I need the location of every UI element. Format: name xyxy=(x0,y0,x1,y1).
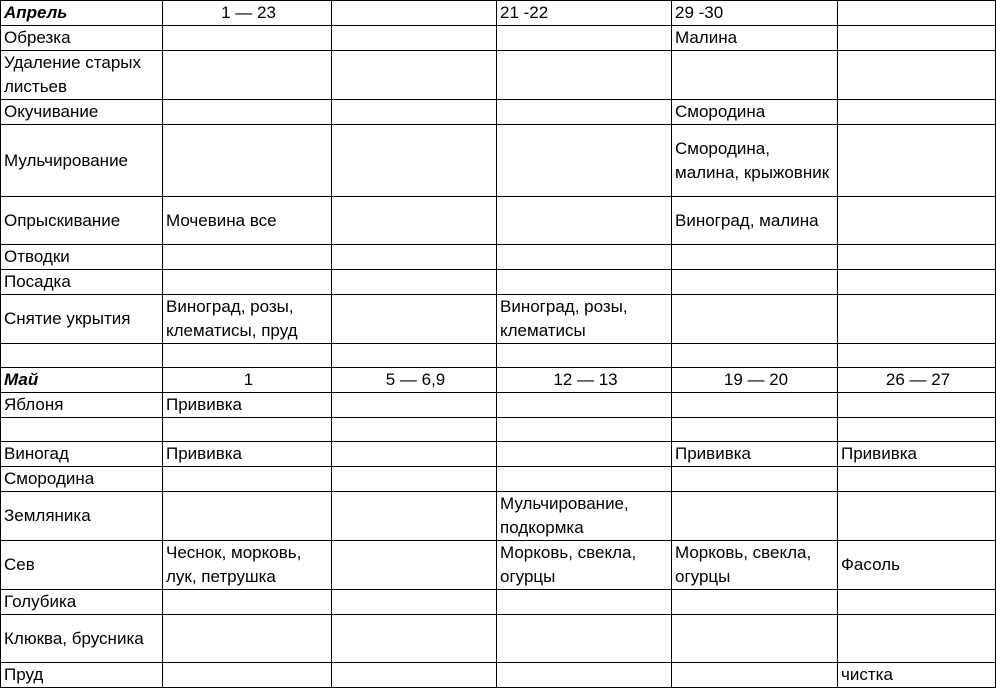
table-cell xyxy=(672,590,838,615)
may-date-2: 5 — 6,9 xyxy=(332,368,497,393)
table-cell xyxy=(497,393,672,418)
april-date-1: 1 — 23 xyxy=(163,1,332,26)
table-cell: Виноград, розы, клематисы xyxy=(497,295,672,344)
table-row xyxy=(1,26,996,51)
table-cell: Смородина xyxy=(672,100,838,125)
table-cell xyxy=(163,125,332,197)
table-cell xyxy=(838,615,996,663)
table-cell xyxy=(163,100,332,125)
row-label: Снятие укрытия xyxy=(1,295,163,344)
table-cell xyxy=(332,245,497,270)
row-label: Яблоня xyxy=(1,393,163,418)
may-date-5: 26 — 27 xyxy=(838,368,996,393)
table-row xyxy=(1,467,996,492)
table-cell xyxy=(497,197,672,245)
table-cell xyxy=(332,442,497,467)
table-cell xyxy=(332,393,497,418)
row-label: Виногад xyxy=(1,442,163,467)
table-cell xyxy=(332,100,497,125)
table-cell xyxy=(332,590,497,615)
table-cell xyxy=(497,442,672,467)
table-cell xyxy=(672,51,838,100)
april-header-row xyxy=(1,1,996,26)
empty-cell xyxy=(332,344,497,368)
table-row xyxy=(1,295,996,344)
table-cell xyxy=(497,418,672,442)
table-cell xyxy=(672,663,838,688)
table-cell xyxy=(332,26,497,51)
table-cell xyxy=(332,615,497,663)
table-cell xyxy=(838,418,996,442)
table-cell: Морковь, свекла, огурцы xyxy=(672,541,838,590)
row-label: Пруд xyxy=(1,663,163,688)
table-cell xyxy=(497,663,672,688)
table-cell xyxy=(838,270,996,295)
table-cell xyxy=(672,245,838,270)
table-cell xyxy=(332,541,497,590)
table-cell xyxy=(163,467,332,492)
table-cell: Смородина, малина, крыжовник xyxy=(672,125,838,197)
table-cell: Фасоль xyxy=(838,541,996,590)
table-row xyxy=(1,615,996,663)
table-cell: Прививка xyxy=(163,393,332,418)
table-cell xyxy=(838,51,996,100)
table-cell xyxy=(838,125,996,197)
table-row xyxy=(1,418,996,442)
may-header-row xyxy=(1,368,996,393)
table-cell xyxy=(497,51,672,100)
table-cell xyxy=(497,245,672,270)
table-cell xyxy=(497,100,672,125)
table-cell xyxy=(672,270,838,295)
table-cell xyxy=(838,100,996,125)
table-row xyxy=(1,51,996,100)
table-cell xyxy=(672,492,838,541)
table-row xyxy=(1,125,996,197)
table-row xyxy=(1,492,996,541)
row-label: Клюква, брусника xyxy=(1,615,163,663)
table-cell: Чеснок, морковь, лук, петрушка xyxy=(163,541,332,590)
table-row xyxy=(1,541,996,590)
table-cell xyxy=(163,26,332,51)
table-cell xyxy=(672,467,838,492)
table-cell xyxy=(838,295,996,344)
table-row xyxy=(1,270,996,295)
table-cell xyxy=(332,197,497,245)
table-cell xyxy=(332,467,497,492)
table-cell xyxy=(838,590,996,615)
table-cell xyxy=(497,125,672,197)
row-label: Сев xyxy=(1,541,163,590)
table-cell xyxy=(838,245,996,270)
row-label: Опрыскивание xyxy=(1,197,163,245)
table-cell xyxy=(163,51,332,100)
empty-cell xyxy=(1,344,163,368)
table-row xyxy=(1,663,996,688)
table-cell xyxy=(332,270,497,295)
row-label: Отводки xyxy=(1,245,163,270)
spacer-row xyxy=(1,344,996,368)
table-cell xyxy=(332,492,497,541)
table-cell: Прививка xyxy=(672,442,838,467)
table-cell: Морковь, свекла, огурцы xyxy=(497,541,672,590)
row-label: Удаление старых листьев xyxy=(1,51,163,100)
table-cell: Мульчирование, подкормка xyxy=(497,492,672,541)
table-cell xyxy=(332,51,497,100)
table-cell: Малина xyxy=(672,26,838,51)
table-cell xyxy=(838,197,996,245)
table-cell xyxy=(497,26,672,51)
april-date-2 xyxy=(332,1,497,26)
table-cell xyxy=(332,125,497,197)
table-cell xyxy=(672,418,838,442)
table-cell xyxy=(163,663,332,688)
table-cell: Виноград, малина xyxy=(672,197,838,245)
table-cell xyxy=(838,492,996,541)
row-label: Мульчирование xyxy=(1,125,163,197)
table-cell xyxy=(497,590,672,615)
table-cell xyxy=(332,663,497,688)
table-cell: чистка xyxy=(838,663,996,688)
may-date-3: 12 — 13 xyxy=(497,368,672,393)
table-cell xyxy=(497,615,672,663)
april-month-title: Апрель xyxy=(1,1,163,26)
row-label: Обрезка xyxy=(1,26,163,51)
table-cell xyxy=(838,26,996,51)
table-cell xyxy=(163,245,332,270)
table-cell xyxy=(332,418,497,442)
empty-cell xyxy=(497,344,672,368)
table-cell xyxy=(332,295,497,344)
table-row xyxy=(1,197,996,245)
empty-cell xyxy=(672,344,838,368)
may-date-4: 19 — 20 xyxy=(672,368,838,393)
table-row xyxy=(1,245,996,270)
row-label: Смородина xyxy=(1,467,163,492)
april-date-3: 21 -22 xyxy=(497,1,672,26)
table-row xyxy=(1,100,996,125)
table-cell xyxy=(838,393,996,418)
table-cell xyxy=(163,270,332,295)
table-cell xyxy=(163,418,332,442)
table-cell xyxy=(672,393,838,418)
table-cell xyxy=(838,467,996,492)
table-cell: Прививка xyxy=(163,442,332,467)
table-cell xyxy=(672,615,838,663)
row-label xyxy=(1,418,163,442)
table-cell xyxy=(497,270,672,295)
table-cell xyxy=(163,590,332,615)
row-label: Земляника xyxy=(1,492,163,541)
may-date-1: 1 xyxy=(163,368,332,393)
table-row xyxy=(1,393,996,418)
table-cell xyxy=(497,467,672,492)
empty-cell xyxy=(163,344,332,368)
table-cell xyxy=(163,492,332,541)
table-cell xyxy=(672,295,838,344)
table-row xyxy=(1,442,996,467)
may-month-title: Май xyxy=(1,368,163,393)
table-cell: Прививка xyxy=(838,442,996,467)
table-cell: Мочевина все xyxy=(163,197,332,245)
table-cell xyxy=(163,615,332,663)
table-cell: Виноград, розы, клематисы, пруд xyxy=(163,295,332,344)
row-label: Окучивание xyxy=(1,100,163,125)
april-date-5 xyxy=(838,1,996,26)
row-label: Голубика xyxy=(1,590,163,615)
empty-cell xyxy=(838,344,996,368)
row-label: Посадка xyxy=(1,270,163,295)
april-date-4: 29 -30 xyxy=(672,1,838,26)
table-row xyxy=(1,590,996,615)
